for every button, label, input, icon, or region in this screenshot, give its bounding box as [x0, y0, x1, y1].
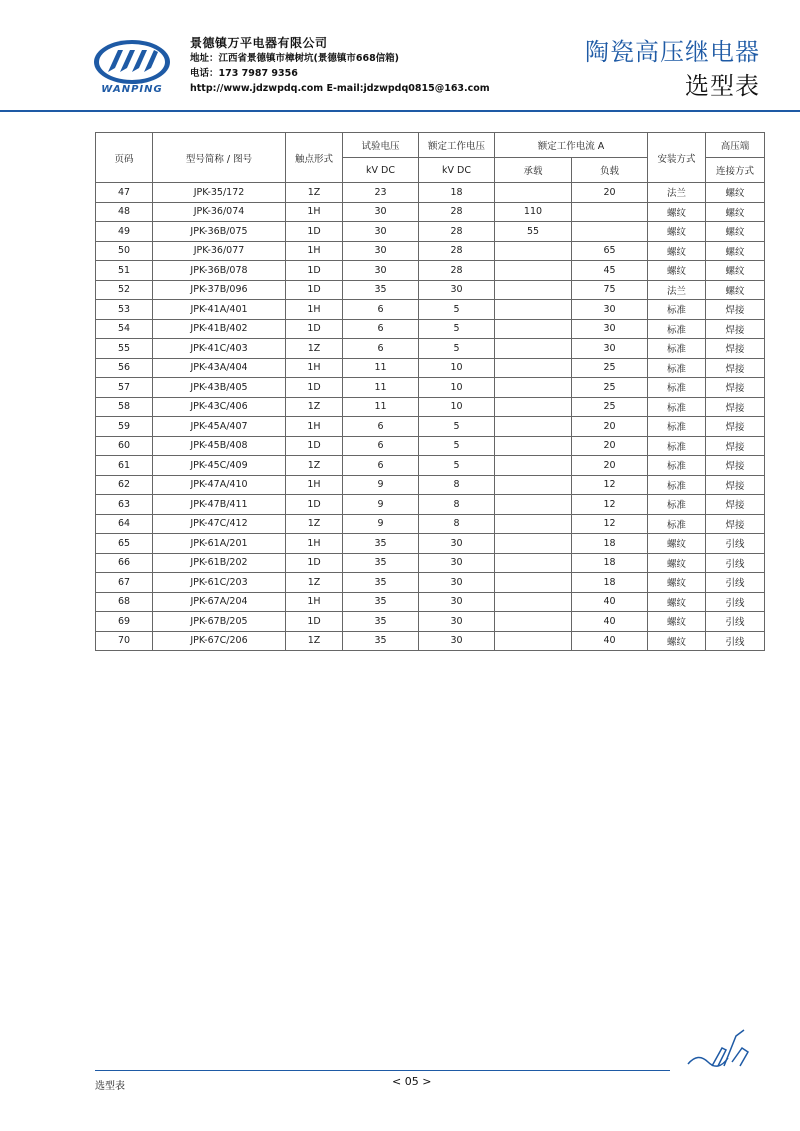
cell-model: JPK-36/074	[153, 202, 286, 222]
cell-model: JPK-45A/407	[153, 417, 286, 437]
cell-model: JPK-36B/075	[153, 222, 286, 242]
cell-mount: 标准	[648, 514, 706, 534]
cell-page: 66	[96, 553, 153, 573]
cell-page: 50	[96, 241, 153, 261]
cell-carry	[495, 183, 572, 203]
cell-mount: 标准	[648, 456, 706, 476]
cell-conn: 引线	[706, 592, 765, 612]
cell-mount: 螺纹	[648, 261, 706, 281]
cell-mount: 螺纹	[648, 592, 706, 612]
cell-model: JPK-36/077	[153, 241, 286, 261]
header-page: 页码	[96, 133, 153, 183]
company-info	[190, 36, 490, 96]
cell-conn: 螺纹	[706, 280, 765, 300]
company-name: 景德镇万平电器有限公司	[190, 36, 328, 50]
table-row	[96, 241, 765, 261]
cell-page: 48	[96, 202, 153, 222]
cell-conn: 焊接	[706, 436, 765, 456]
table-row	[96, 612, 765, 632]
cell-model: JPK-47B/411	[153, 495, 286, 515]
cell-rated-v: 5	[419, 456, 495, 476]
cell-model: JPK-47A/410	[153, 475, 286, 495]
cell-mount: 标准	[648, 339, 706, 359]
cell-load: 30	[572, 300, 648, 320]
cell-model: JPK-61B/202	[153, 553, 286, 573]
cell-carry	[495, 300, 572, 320]
cell-mount: 螺纹	[648, 573, 706, 593]
cell-contact: 1D	[286, 222, 343, 242]
cell-rated-v: 30	[419, 592, 495, 612]
cell-carry	[495, 534, 572, 554]
cell-model: JPK-45B/408	[153, 436, 286, 456]
cell-conn: 引线	[706, 612, 765, 632]
cell-test-v: 30	[343, 222, 419, 242]
table-row	[96, 339, 765, 359]
header-test-voltage: 试验电压	[343, 133, 419, 158]
cell-page: 69	[96, 612, 153, 632]
page-number: < 05 >	[392, 1075, 432, 1088]
cell-mount: 标准	[648, 378, 706, 398]
cell-conn: 焊接	[706, 495, 765, 515]
cell-mount: 螺纹	[648, 534, 706, 554]
cell-page: 60	[96, 436, 153, 456]
cell-test-v: 35	[343, 573, 419, 593]
cell-test-v: 6	[343, 456, 419, 476]
cell-rated-v: 5	[419, 417, 495, 437]
cell-test-v: 6	[343, 339, 419, 359]
cell-contact: 1Z	[286, 183, 343, 203]
cell-conn: 焊接	[706, 456, 765, 476]
cell-conn: 螺纹	[706, 183, 765, 203]
cell-mount: 螺纹	[648, 222, 706, 242]
cell-contact: 1H	[286, 592, 343, 612]
cell-conn: 焊接	[706, 378, 765, 398]
cell-carry	[495, 358, 572, 378]
cell-test-v: 35	[343, 534, 419, 554]
cell-page: 67	[96, 573, 153, 593]
cell-contact: 1D	[286, 436, 343, 456]
cell-mount: 法兰	[648, 280, 706, 300]
cell-mount: 标准	[648, 436, 706, 456]
header-rated-current: 额定工作电流 A	[495, 133, 648, 158]
cell-contact: 1Z	[286, 339, 343, 359]
cell-carry	[495, 436, 572, 456]
cell-load: 40	[572, 592, 648, 612]
table-row	[96, 495, 765, 515]
cell-model: JPK-41B/402	[153, 319, 286, 339]
cell-rated-v: 18	[419, 183, 495, 203]
table-row	[96, 514, 765, 534]
table-row	[96, 573, 765, 593]
cell-contact: 1H	[286, 241, 343, 261]
selection-table	[95, 132, 765, 651]
cell-load: 25	[572, 378, 648, 398]
cell-contact: 1Z	[286, 456, 343, 476]
cell-conn: 螺纹	[706, 261, 765, 281]
cell-mount: 标准	[648, 358, 706, 378]
cell-mount: 螺纹	[648, 553, 706, 573]
cell-test-v: 23	[343, 183, 419, 203]
cell-load: 12	[572, 514, 648, 534]
cell-rated-v: 30	[419, 631, 495, 651]
header-mount: 安装方式	[648, 133, 706, 183]
cell-conn: 引线	[706, 631, 765, 651]
cell-load: 25	[572, 397, 648, 417]
cell-mount: 螺纹	[648, 202, 706, 222]
footer-label: 选型表	[95, 1081, 125, 1092]
cell-rated-v: 8	[419, 475, 495, 495]
cell-page: 65	[96, 534, 153, 554]
cell-conn: 焊接	[706, 319, 765, 339]
cell-conn: 引线	[706, 534, 765, 554]
cell-test-v: 9	[343, 475, 419, 495]
cell-carry: 55	[495, 222, 572, 242]
cell-page: 54	[96, 319, 153, 339]
cell-rated-v: 30	[419, 553, 495, 573]
cell-load: 18	[572, 573, 648, 593]
wanping-signature-logo	[678, 1022, 758, 1082]
cell-page: 62	[96, 475, 153, 495]
cell-test-v: 6	[343, 319, 419, 339]
table-row	[96, 456, 765, 476]
cell-carry	[495, 456, 572, 476]
table-row	[96, 319, 765, 339]
cell-page: 64	[96, 514, 153, 534]
cell-contact: 1Z	[286, 514, 343, 534]
cell-mount: 标准	[648, 397, 706, 417]
cell-test-v: 30	[343, 261, 419, 281]
header-model: 型号简称 / 图号	[153, 133, 286, 183]
cell-model: JPK-36B/078	[153, 261, 286, 281]
table-row	[96, 534, 765, 554]
document-title: 陶瓷高压继电器	[585, 38, 760, 66]
cell-load: 20	[572, 417, 648, 437]
cell-mount: 标准	[648, 475, 706, 495]
company-address: 地址：江西省景德镇市樟树坑(景德镇市668信箱)	[190, 53, 400, 64]
cell-carry	[495, 475, 572, 495]
cell-contact: 1D	[286, 261, 343, 281]
cell-model: JPK-43A/404	[153, 358, 286, 378]
cell-page: 52	[96, 280, 153, 300]
cell-test-v: 9	[343, 514, 419, 534]
header-load: 负载	[572, 158, 648, 183]
cell-conn: 焊接	[706, 397, 765, 417]
cell-load: 18	[572, 534, 648, 554]
cell-conn: 焊接	[706, 339, 765, 359]
cell-load	[572, 222, 648, 242]
cell-test-v: 6	[343, 300, 419, 320]
logo-mark-icon	[92, 38, 172, 88]
cell-rated-v: 30	[419, 534, 495, 554]
cell-load: 45	[572, 261, 648, 281]
table-row	[96, 261, 765, 281]
cell-carry	[495, 573, 572, 593]
header-rated-voltage-unit: kV DC	[419, 158, 495, 183]
cell-model: JPK-47C/412	[153, 514, 286, 534]
cell-rated-v: 28	[419, 202, 495, 222]
cell-test-v: 9	[343, 495, 419, 515]
cell-test-v: 6	[343, 436, 419, 456]
cell-load: 12	[572, 495, 648, 515]
cell-carry	[495, 261, 572, 281]
cell-test-v: 35	[343, 631, 419, 651]
company-web-email: http://www.jdzwpdq.com E-mail:jdzwpdq0815@163.com	[190, 83, 490, 94]
header-carry: 承载	[495, 158, 572, 183]
cell-conn: 焊接	[706, 300, 765, 320]
cell-model: JPK-43B/405	[153, 378, 286, 398]
cell-load: 20	[572, 183, 648, 203]
cell-load: 40	[572, 612, 648, 632]
cell-mount: 螺纹	[648, 631, 706, 651]
cell-conn: 焊接	[706, 514, 765, 534]
cell-contact: 1H	[286, 300, 343, 320]
cell-mount: 标准	[648, 495, 706, 515]
cell-carry	[495, 553, 572, 573]
cell-page: 70	[96, 631, 153, 651]
document-subtitle: 选型表	[685, 72, 760, 100]
cell-test-v: 35	[343, 553, 419, 573]
cell-carry	[495, 378, 572, 398]
header-contact: 触点形式	[286, 133, 343, 183]
cell-conn: 焊接	[706, 475, 765, 495]
table-body	[96, 183, 765, 651]
cell-load	[572, 202, 648, 222]
cell-load: 65	[572, 241, 648, 261]
cell-page: 47	[96, 183, 153, 203]
cell-load: 40	[572, 631, 648, 651]
cell-test-v: 30	[343, 241, 419, 261]
cell-test-v: 11	[343, 397, 419, 417]
cell-contact: 1D	[286, 553, 343, 573]
cell-page: 53	[96, 300, 153, 320]
logo-text: WANPING	[101, 84, 163, 95]
footer-divider	[95, 1070, 670, 1071]
cell-rated-v: 5	[419, 319, 495, 339]
cell-test-v: 11	[343, 358, 419, 378]
cell-conn: 引线	[706, 553, 765, 573]
cell-contact: 1H	[286, 417, 343, 437]
cell-test-v: 35	[343, 280, 419, 300]
table-row	[96, 183, 765, 203]
cell-load: 20	[572, 456, 648, 476]
cell-carry: 110	[495, 202, 572, 222]
cell-contact: 1D	[286, 319, 343, 339]
cell-rated-v: 5	[419, 300, 495, 320]
cell-rated-v: 10	[419, 358, 495, 378]
table-row	[96, 300, 765, 320]
cell-mount: 螺纹	[648, 241, 706, 261]
cell-rated-v: 10	[419, 397, 495, 417]
cell-conn: 焊接	[706, 417, 765, 437]
cell-page: 55	[96, 339, 153, 359]
cell-page: 61	[96, 456, 153, 476]
cell-mount: 标准	[648, 300, 706, 320]
cell-model: JPK-41C/403	[153, 339, 286, 359]
table-row	[96, 553, 765, 573]
cell-model: JPK-35/172	[153, 183, 286, 203]
table-header-row	[96, 133, 765, 158]
header-hv-end: 高压端	[706, 133, 765, 158]
cell-rated-v: 28	[419, 222, 495, 242]
table-row	[96, 397, 765, 417]
cell-rated-v: 8	[419, 514, 495, 534]
cell-carry	[495, 280, 572, 300]
cell-page: 51	[96, 261, 153, 281]
cell-contact: 1D	[286, 378, 343, 398]
cell-contact: 1H	[286, 202, 343, 222]
table-row	[96, 417, 765, 437]
cell-model: JPK-67C/206	[153, 631, 286, 651]
cell-contact: 1D	[286, 612, 343, 632]
cell-carry	[495, 495, 572, 515]
cell-load: 30	[572, 339, 648, 359]
cell-test-v: 35	[343, 612, 419, 632]
table-row	[96, 631, 765, 651]
signature-icon	[678, 1022, 758, 1082]
cell-model: JPK-67A/204	[153, 592, 286, 612]
cell-rated-v: 30	[419, 612, 495, 632]
cell-contact: 1Z	[286, 397, 343, 417]
cell-carry	[495, 397, 572, 417]
header-divider	[0, 110, 800, 112]
cell-model: JPK-37B/096	[153, 280, 286, 300]
cell-mount: 螺纹	[648, 612, 706, 632]
cell-load: 30	[572, 319, 648, 339]
cell-contact: 1D	[286, 495, 343, 515]
table-row	[96, 592, 765, 612]
cell-page: 49	[96, 222, 153, 242]
cell-carry	[495, 417, 572, 437]
cell-page: 57	[96, 378, 153, 398]
cell-mount: 标准	[648, 417, 706, 437]
cell-load: 18	[572, 553, 648, 573]
cell-contact: 1H	[286, 534, 343, 554]
cell-mount: 法兰	[648, 183, 706, 203]
header-test-voltage-unit: kV DC	[343, 158, 419, 183]
cell-test-v: 6	[343, 417, 419, 437]
table-row	[96, 202, 765, 222]
table-row	[96, 475, 765, 495]
cell-page: 58	[96, 397, 153, 417]
cell-mount: 标准	[648, 319, 706, 339]
cell-model: JPK-41A/401	[153, 300, 286, 320]
header-rated-voltage: 额定工作电压	[419, 133, 495, 158]
cell-rated-v: 5	[419, 339, 495, 359]
cell-model: JPK-61C/203	[153, 573, 286, 593]
cell-conn: 引线	[706, 573, 765, 593]
cell-rated-v: 30	[419, 573, 495, 593]
cell-conn: 螺纹	[706, 241, 765, 261]
cell-page: 68	[96, 592, 153, 612]
cell-load: 12	[572, 475, 648, 495]
cell-model: JPK-67B/205	[153, 612, 286, 632]
cell-carry	[495, 631, 572, 651]
table-row	[96, 280, 765, 300]
cell-rated-v: 28	[419, 241, 495, 261]
cell-test-v: 30	[343, 202, 419, 222]
cell-carry	[495, 319, 572, 339]
cell-conn: 螺纹	[706, 222, 765, 242]
cell-load: 25	[572, 358, 648, 378]
cell-load: 75	[572, 280, 648, 300]
cell-contact: 1Z	[286, 631, 343, 651]
cell-conn: 螺纹	[706, 202, 765, 222]
table-row	[96, 378, 765, 398]
cell-test-v: 11	[343, 378, 419, 398]
cell-load: 20	[572, 436, 648, 456]
cell-conn: 焊接	[706, 358, 765, 378]
company-phone: 电话：173 7987 9356	[190, 68, 298, 79]
table-row	[96, 358, 765, 378]
cell-contact: 1H	[286, 475, 343, 495]
cell-carry	[495, 612, 572, 632]
cell-contact: 1H	[286, 358, 343, 378]
cell-carry	[495, 339, 572, 359]
cell-contact: 1D	[286, 280, 343, 300]
cell-carry	[495, 241, 572, 261]
table-row	[96, 222, 765, 242]
cell-carry	[495, 514, 572, 534]
cell-test-v: 35	[343, 592, 419, 612]
cell-model: JPK-61A/201	[153, 534, 286, 554]
selection-table-wrapper	[95, 132, 764, 651]
table-row	[96, 436, 765, 456]
cell-carry	[495, 592, 572, 612]
cell-model: JPK-43C/406	[153, 397, 286, 417]
cell-contact: 1Z	[286, 573, 343, 593]
cell-page: 63	[96, 495, 153, 515]
cell-rated-v: 5	[419, 436, 495, 456]
header-hv-connection: 连接方式	[706, 158, 765, 183]
cell-page: 59	[96, 417, 153, 437]
cell-rated-v: 28	[419, 261, 495, 281]
cell-rated-v: 10	[419, 378, 495, 398]
cell-page: 56	[96, 358, 153, 378]
cell-rated-v: 30	[419, 280, 495, 300]
cell-model: JPK-45C/409	[153, 456, 286, 476]
cell-rated-v: 8	[419, 495, 495, 515]
